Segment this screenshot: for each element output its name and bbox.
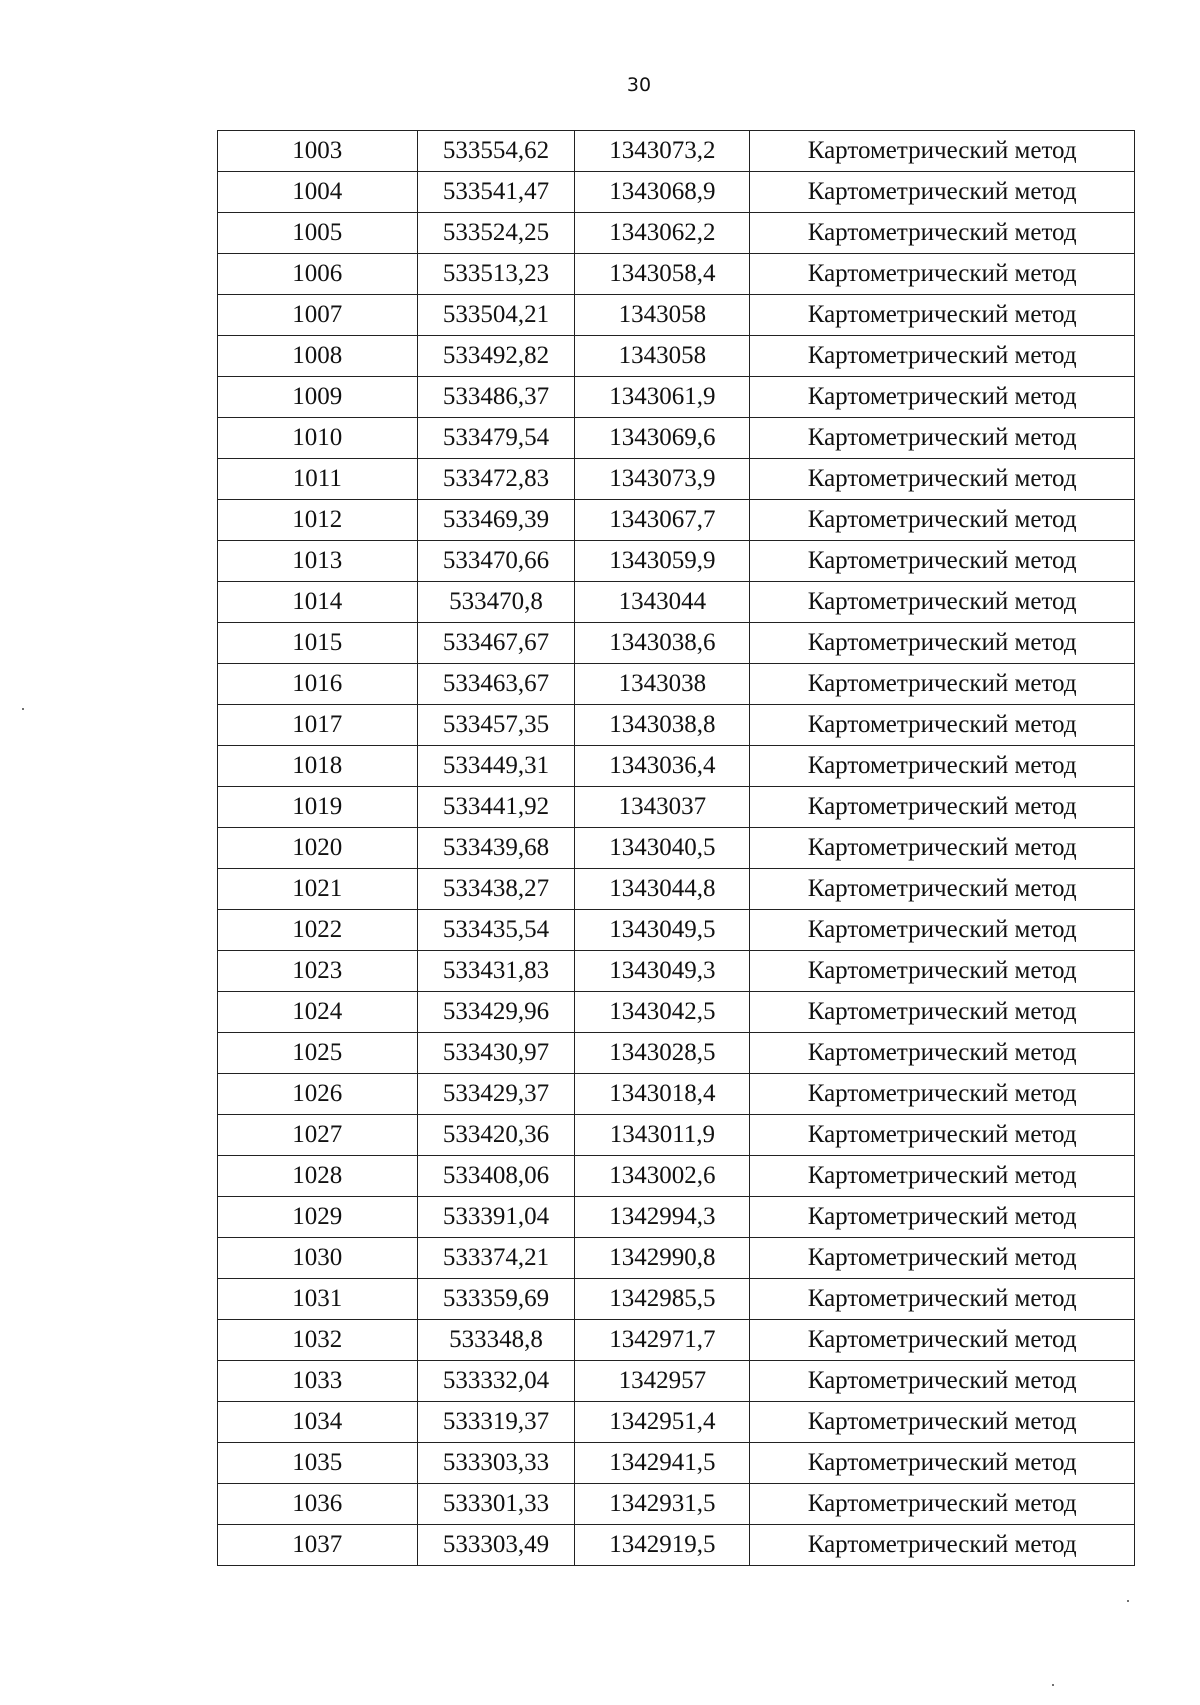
method-cell: Картометрический метод xyxy=(750,623,1135,664)
y-coordinate-cell: 1342957 xyxy=(575,1361,750,1402)
point-number-cell: 1033 xyxy=(218,1361,418,1402)
page-number xyxy=(0,74,1200,96)
table-row xyxy=(218,910,1135,951)
x-coordinate-cell: 533479,54 xyxy=(417,418,575,459)
x-coordinate-cell: 533359,69 xyxy=(417,1279,575,1320)
x-coordinate-cell: 533301,33 xyxy=(417,1484,575,1525)
method-cell: Картометрический метод xyxy=(750,787,1135,828)
scan-speck xyxy=(1052,1684,1054,1686)
method-cell: Картометрический метод xyxy=(750,500,1135,541)
method-cell: Картометрический метод xyxy=(750,1033,1135,1074)
table-row xyxy=(218,1525,1135,1566)
method-cell: Картометрический метод xyxy=(750,295,1135,336)
x-coordinate-cell: 533429,96 xyxy=(417,992,575,1033)
table-row xyxy=(218,1115,1135,1156)
x-coordinate-cell: 533431,83 xyxy=(417,951,575,992)
point-number-cell: 1017 xyxy=(218,705,418,746)
table-row xyxy=(218,705,1135,746)
method-cell: Картометрический метод xyxy=(750,869,1135,910)
method-cell: Картометрический метод xyxy=(750,1238,1135,1279)
x-coordinate-cell: 533430,97 xyxy=(417,1033,575,1074)
x-coordinate-cell: 533374,21 xyxy=(417,1238,575,1279)
point-number-cell: 1023 xyxy=(218,951,418,992)
point-number-cell: 1019 xyxy=(218,787,418,828)
x-coordinate-cell: 533441,92 xyxy=(417,787,575,828)
y-coordinate-cell: 1342931,5 xyxy=(575,1484,750,1525)
x-coordinate-cell: 533391,04 xyxy=(417,1197,575,1238)
method-cell: Картометрический метод xyxy=(750,1320,1135,1361)
table-row xyxy=(218,1033,1135,1074)
method-cell: Картометрический метод xyxy=(750,992,1135,1033)
method-cell: Картометрический метод xyxy=(750,1402,1135,1443)
y-coordinate-cell: 1343011,9 xyxy=(575,1115,750,1156)
table-row xyxy=(218,869,1135,910)
y-coordinate-cell: 1343028,5 xyxy=(575,1033,750,1074)
table-row xyxy=(218,582,1135,623)
table-row xyxy=(218,1156,1135,1197)
y-coordinate-cell: 1342994,3 xyxy=(575,1197,750,1238)
y-coordinate-cell: 1342971,7 xyxy=(575,1320,750,1361)
x-coordinate-cell: 533463,67 xyxy=(417,664,575,705)
table-row xyxy=(218,541,1135,582)
table-row xyxy=(218,951,1135,992)
method-cell: Картометрический метод xyxy=(750,951,1135,992)
table-row xyxy=(218,992,1135,1033)
method-cell: Картометрический метод xyxy=(750,336,1135,377)
point-number-cell: 1034 xyxy=(218,1402,418,1443)
table-row xyxy=(218,787,1135,828)
point-number-cell: 1029 xyxy=(218,1197,418,1238)
x-coordinate-cell: 533348,8 xyxy=(417,1320,575,1361)
y-coordinate-cell: 1343044 xyxy=(575,582,750,623)
method-cell: Картометрический метод xyxy=(750,828,1135,869)
point-number-cell: 1022 xyxy=(218,910,418,951)
method-cell: Картометрический метод xyxy=(750,1156,1135,1197)
y-coordinate-cell: 1343068,9 xyxy=(575,172,750,213)
point-number-cell: 1018 xyxy=(218,746,418,787)
y-coordinate-cell: 1343038,6 xyxy=(575,623,750,664)
coordinates-table xyxy=(217,130,1135,1566)
x-coordinate-cell: 533554,62 xyxy=(417,131,575,172)
table-row xyxy=(218,295,1135,336)
y-coordinate-cell: 1343037 xyxy=(575,787,750,828)
point-number-cell: 1024 xyxy=(218,992,418,1033)
method-cell: Картометрический метод xyxy=(750,377,1135,418)
point-number-cell: 1010 xyxy=(218,418,418,459)
y-coordinate-cell: 1343058 xyxy=(575,336,750,377)
x-coordinate-cell: 533319,37 xyxy=(417,1402,575,1443)
point-number-cell: 1031 xyxy=(218,1279,418,1320)
x-coordinate-cell: 533303,33 xyxy=(417,1443,575,1484)
point-number-cell: 1027 xyxy=(218,1115,418,1156)
table-row xyxy=(218,1279,1135,1320)
point-number-cell: 1016 xyxy=(218,664,418,705)
y-coordinate-cell: 1342951,4 xyxy=(575,1402,750,1443)
y-coordinate-cell: 1343040,5 xyxy=(575,828,750,869)
x-coordinate-cell: 533439,68 xyxy=(417,828,575,869)
x-coordinate-cell: 533408,06 xyxy=(417,1156,575,1197)
x-coordinate-cell: 533449,31 xyxy=(417,746,575,787)
table-row xyxy=(218,1238,1135,1279)
table-row xyxy=(218,828,1135,869)
y-coordinate-cell: 1343038 xyxy=(575,664,750,705)
table-row xyxy=(218,1197,1135,1238)
point-number-cell: 1003 xyxy=(218,131,418,172)
y-coordinate-cell: 1343049,5 xyxy=(575,910,750,951)
point-number-cell: 1006 xyxy=(218,254,418,295)
y-coordinate-cell: 1342941,5 xyxy=(575,1443,750,1484)
table-row xyxy=(218,746,1135,787)
x-coordinate-cell: 533492,82 xyxy=(417,336,575,377)
point-number-cell: 1026 xyxy=(218,1074,418,1115)
page-number-text: 30 xyxy=(626,74,652,96)
x-coordinate-cell: 533470,66 xyxy=(417,541,575,582)
point-number-cell: 1021 xyxy=(218,869,418,910)
point-number-cell: 1012 xyxy=(218,500,418,541)
point-number-cell: 1025 xyxy=(218,1033,418,1074)
table-row xyxy=(218,1074,1135,1115)
table-row xyxy=(218,377,1135,418)
point-number-cell: 1005 xyxy=(218,213,418,254)
y-coordinate-cell: 1343067,7 xyxy=(575,500,750,541)
point-number-cell: 1032 xyxy=(218,1320,418,1361)
table-row xyxy=(218,1484,1135,1525)
y-coordinate-cell: 1342990,8 xyxy=(575,1238,750,1279)
x-coordinate-cell: 533504,21 xyxy=(417,295,575,336)
method-cell: Картометрический метод xyxy=(750,172,1135,213)
method-cell: Картометрический метод xyxy=(750,1484,1135,1525)
point-number-cell: 1037 xyxy=(218,1525,418,1566)
method-cell: Картометрический метод xyxy=(750,131,1135,172)
x-coordinate-cell: 533303,49 xyxy=(417,1525,575,1566)
y-coordinate-cell: 1343073,9 xyxy=(575,459,750,500)
method-cell: Картометрический метод xyxy=(750,582,1135,623)
x-coordinate-cell: 533541,47 xyxy=(417,172,575,213)
y-coordinate-cell: 1342919,5 xyxy=(575,1525,750,1566)
point-number-cell: 1004 xyxy=(218,172,418,213)
x-coordinate-cell: 533469,39 xyxy=(417,500,575,541)
x-coordinate-cell: 533438,27 xyxy=(417,869,575,910)
method-cell: Картометрический метод xyxy=(750,664,1135,705)
table-row xyxy=(218,500,1135,541)
table-row xyxy=(218,131,1135,172)
method-cell: Картометрический метод xyxy=(750,910,1135,951)
method-cell: Картометрический метод xyxy=(750,1361,1135,1402)
method-cell: Картометрический метод xyxy=(750,1279,1135,1320)
y-coordinate-cell: 1343073,2 xyxy=(575,131,750,172)
method-cell: Картометрический метод xyxy=(750,705,1135,746)
table-row xyxy=(218,254,1135,295)
y-coordinate-cell: 1343058 xyxy=(575,295,750,336)
table-row xyxy=(218,1402,1135,1443)
method-cell: Картометрический метод xyxy=(750,1525,1135,1566)
point-number-cell: 1028 xyxy=(218,1156,418,1197)
point-number-cell: 1035 xyxy=(218,1443,418,1484)
point-number-cell: 1015 xyxy=(218,623,418,664)
y-coordinate-cell: 1343038,8 xyxy=(575,705,750,746)
scan-speck xyxy=(22,708,24,710)
x-coordinate-cell: 533513,23 xyxy=(417,254,575,295)
table-row xyxy=(218,1443,1135,1484)
y-coordinate-cell: 1343002,6 xyxy=(575,1156,750,1197)
coordinates-table-body xyxy=(218,131,1135,1566)
x-coordinate-cell: 533420,36 xyxy=(417,1115,575,1156)
point-number-cell: 1008 xyxy=(218,336,418,377)
y-coordinate-cell: 1343036,4 xyxy=(575,746,750,787)
x-coordinate-cell: 533486,37 xyxy=(417,377,575,418)
table-row xyxy=(218,418,1135,459)
method-cell: Картометрический метод xyxy=(750,459,1135,500)
point-number-cell: 1009 xyxy=(218,377,418,418)
y-coordinate-cell: 1343058,4 xyxy=(575,254,750,295)
x-coordinate-cell: 533472,83 xyxy=(417,459,575,500)
y-coordinate-cell: 1343059,9 xyxy=(575,541,750,582)
method-cell: Картометрический метод xyxy=(750,1074,1135,1115)
point-number-cell: 1011 xyxy=(218,459,418,500)
point-number-cell: 1013 xyxy=(218,541,418,582)
method-cell: Картометрический метод xyxy=(750,418,1135,459)
point-number-cell: 1020 xyxy=(218,828,418,869)
method-cell: Картометрический метод xyxy=(750,746,1135,787)
y-coordinate-cell: 1343044,8 xyxy=(575,869,750,910)
method-cell: Картометрический метод xyxy=(750,1197,1135,1238)
method-cell: Картометрический метод xyxy=(750,1115,1135,1156)
y-coordinate-cell: 1343061,9 xyxy=(575,377,750,418)
method-cell: Картометрический метод xyxy=(750,213,1135,254)
x-coordinate-cell: 533435,54 xyxy=(417,910,575,951)
method-cell: Картометрический метод xyxy=(750,541,1135,582)
y-coordinate-cell: 1342985,5 xyxy=(575,1279,750,1320)
y-coordinate-cell: 1343018,4 xyxy=(575,1074,750,1115)
table-row xyxy=(218,172,1135,213)
table-row xyxy=(218,213,1135,254)
y-coordinate-cell: 1343042,5 xyxy=(575,992,750,1033)
table-row xyxy=(218,664,1135,705)
y-coordinate-cell: 1343069,6 xyxy=(575,418,750,459)
x-coordinate-cell: 533524,25 xyxy=(417,213,575,254)
y-coordinate-cell: 1343062,2 xyxy=(575,213,750,254)
point-number-cell: 1014 xyxy=(218,582,418,623)
table-row xyxy=(218,459,1135,500)
table-row xyxy=(218,336,1135,377)
x-coordinate-cell: 533429,37 xyxy=(417,1074,575,1115)
x-coordinate-cell: 533470,8 xyxy=(417,582,575,623)
method-cell: Картометрический метод xyxy=(750,1443,1135,1484)
y-coordinate-cell: 1343049,3 xyxy=(575,951,750,992)
table-row xyxy=(218,1361,1135,1402)
point-number-cell: 1030 xyxy=(218,1238,418,1279)
table-row xyxy=(218,1320,1135,1361)
point-number-cell: 1036 xyxy=(218,1484,418,1525)
x-coordinate-cell: 533332,04 xyxy=(417,1361,575,1402)
table-row xyxy=(218,623,1135,664)
x-coordinate-cell: 533457,35 xyxy=(417,705,575,746)
scan-speck xyxy=(1127,1600,1129,1602)
point-number-cell: 1007 xyxy=(218,295,418,336)
method-cell: Картометрический метод xyxy=(750,254,1135,295)
x-coordinate-cell: 533467,67 xyxy=(417,623,575,664)
